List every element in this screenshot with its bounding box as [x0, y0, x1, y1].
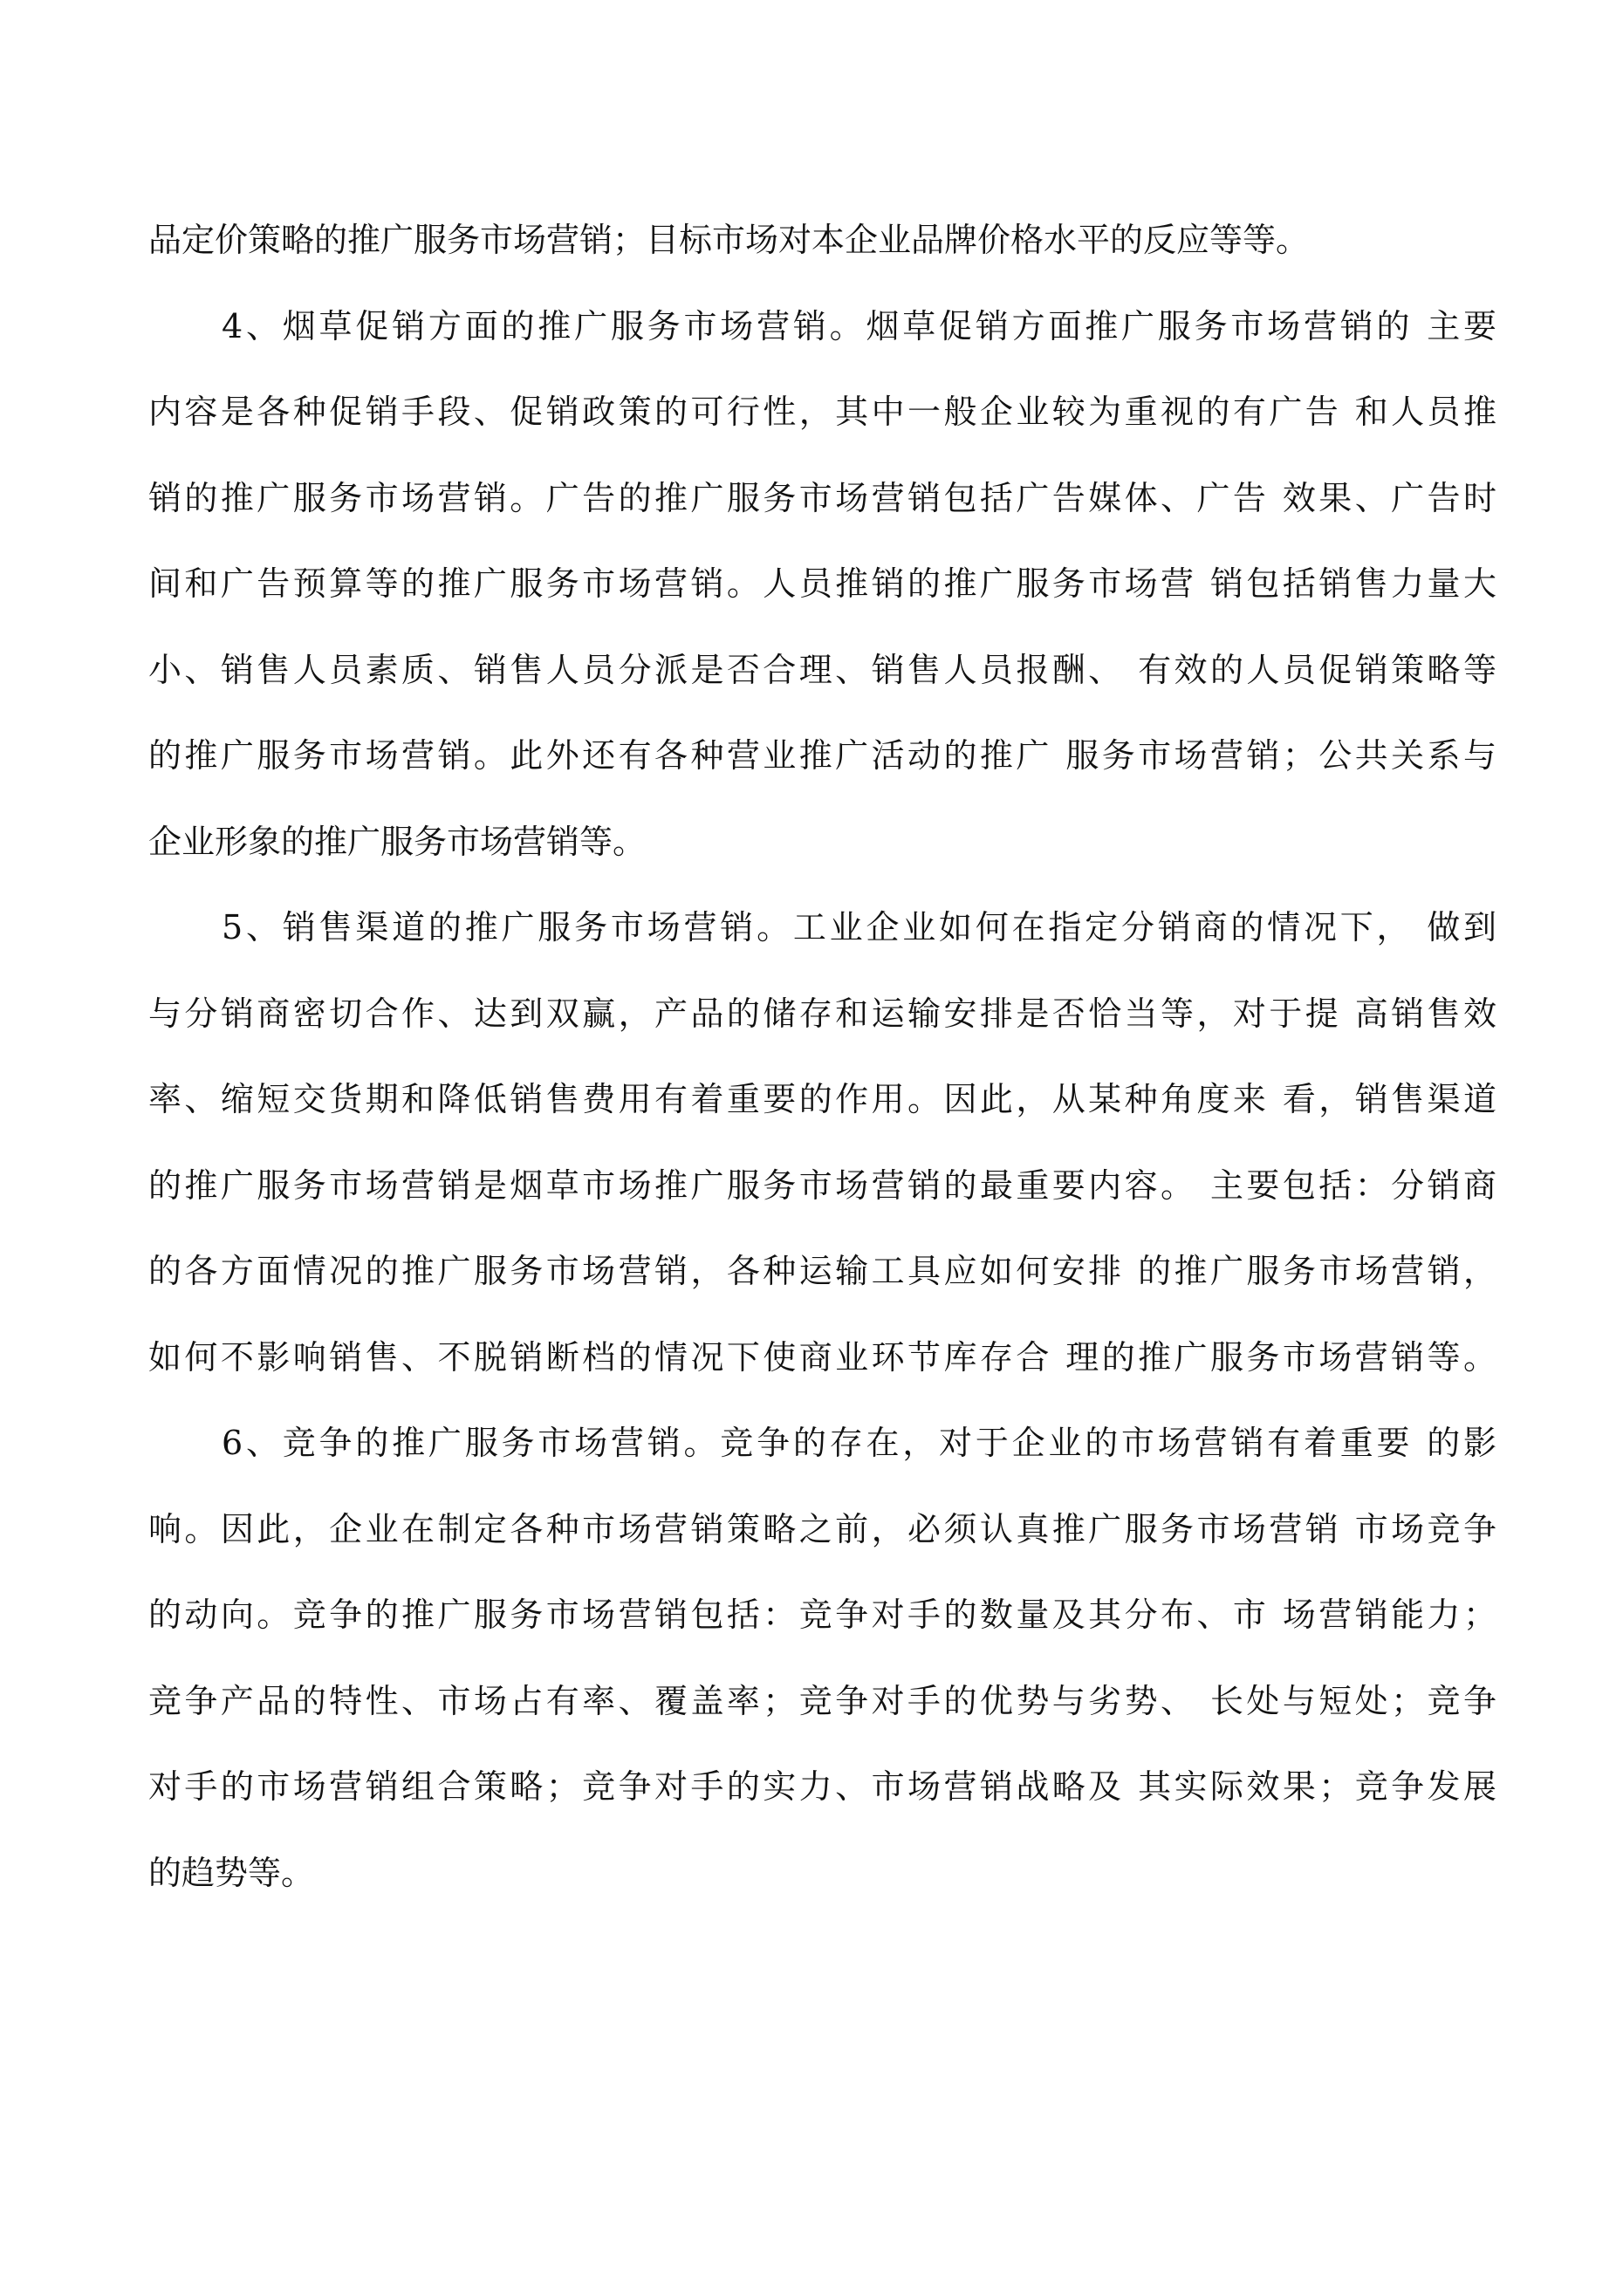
- text-line: 企业形象的推广服务市场营销等。: [148, 822, 647, 861]
- text-line: 响。因此，企业在制定各种市场营销策略之前，必须认真推广服务市场营销 市场竞争: [148, 1509, 1496, 1548]
- text-line: 的趋势等。: [148, 1853, 315, 1892]
- text-line: 5、销售渠道的推广服务市场营销。工业企业如何在指定分销商的情况下， 做到: [222, 908, 1496, 946]
- text-line: 6、竞争的推广服务市场营销。竞争的存在，对于企业的市场营销有着重要 的影: [222, 1424, 1496, 1462]
- text-line: 竞争产品的特性、市场占有率、覆盖率；竞争对手的优势与劣势、 长处与短处；竞争: [148, 1681, 1496, 1720]
- document-body: [148, 197, 1496, 1916]
- text-line: 4、烟草促销方面的推广服务市场营销。烟草促销方面推广服务市场营销的 主要: [222, 306, 1496, 345]
- text-line: 品定价策略的推广服务市场营销；目标市场对本企业品牌价格水平的反应等等。: [148, 221, 1310, 259]
- text-line: 对手的市场营销组合策略；竞争对手的实力、市场营销战略及 其实际效果；竞争发展: [148, 1767, 1496, 1806]
- text-line: 与分销商密切合作、达到双赢，产品的储存和运输安排是否恰当等，对于提 高销售效: [148, 994, 1496, 1033]
- text-line: 的推广服务市场营销是烟草市场推广服务市场营销的最重要内容。 主要包括：分销商: [148, 1165, 1496, 1205]
- text-line: 小、销售人员素质、销售人员分派是否合理、销售人员报酬、 有效的人员促销策略等: [148, 650, 1496, 689]
- text-line: 的动向。竞争的推广服务市场营销包括：竞争对手的数量及其分布、市 场营销能力；: [148, 1596, 1496, 1634]
- text-line: 的推广服务市场营销。此外还有各种营业推广活动的推广 服务市场营销；公共关系与: [148, 736, 1496, 775]
- text-line: 的各方面情况的推广服务市场营销，各种运输工具应如何安排 的推广服务市场营销，: [148, 1252, 1496, 1290]
- text-line: 间和广告预算等的推广服务市场营销。人员推销的推广服务市场营 销包括销售力量大: [148, 564, 1496, 603]
- text-line: 内容是各种促销手段、促销政策的可行性，其中一般企业较为重视的有广告 和人员推: [148, 393, 1496, 431]
- text-line: 销的推广服务市场营销。广告的推广服务市场营销包括广告媒体、广告 效果、广告时: [148, 478, 1496, 517]
- text-line: 如何不影响销售、不脱销断档的情况下使商业环节库存合 理的推广服务市场营销等。: [148, 1337, 1496, 1377]
- text-line: 率、缩短交货期和降低销售费用有着重要的作用。因此，从某种角度来 看，销售渠道: [148, 1080, 1496, 1118]
